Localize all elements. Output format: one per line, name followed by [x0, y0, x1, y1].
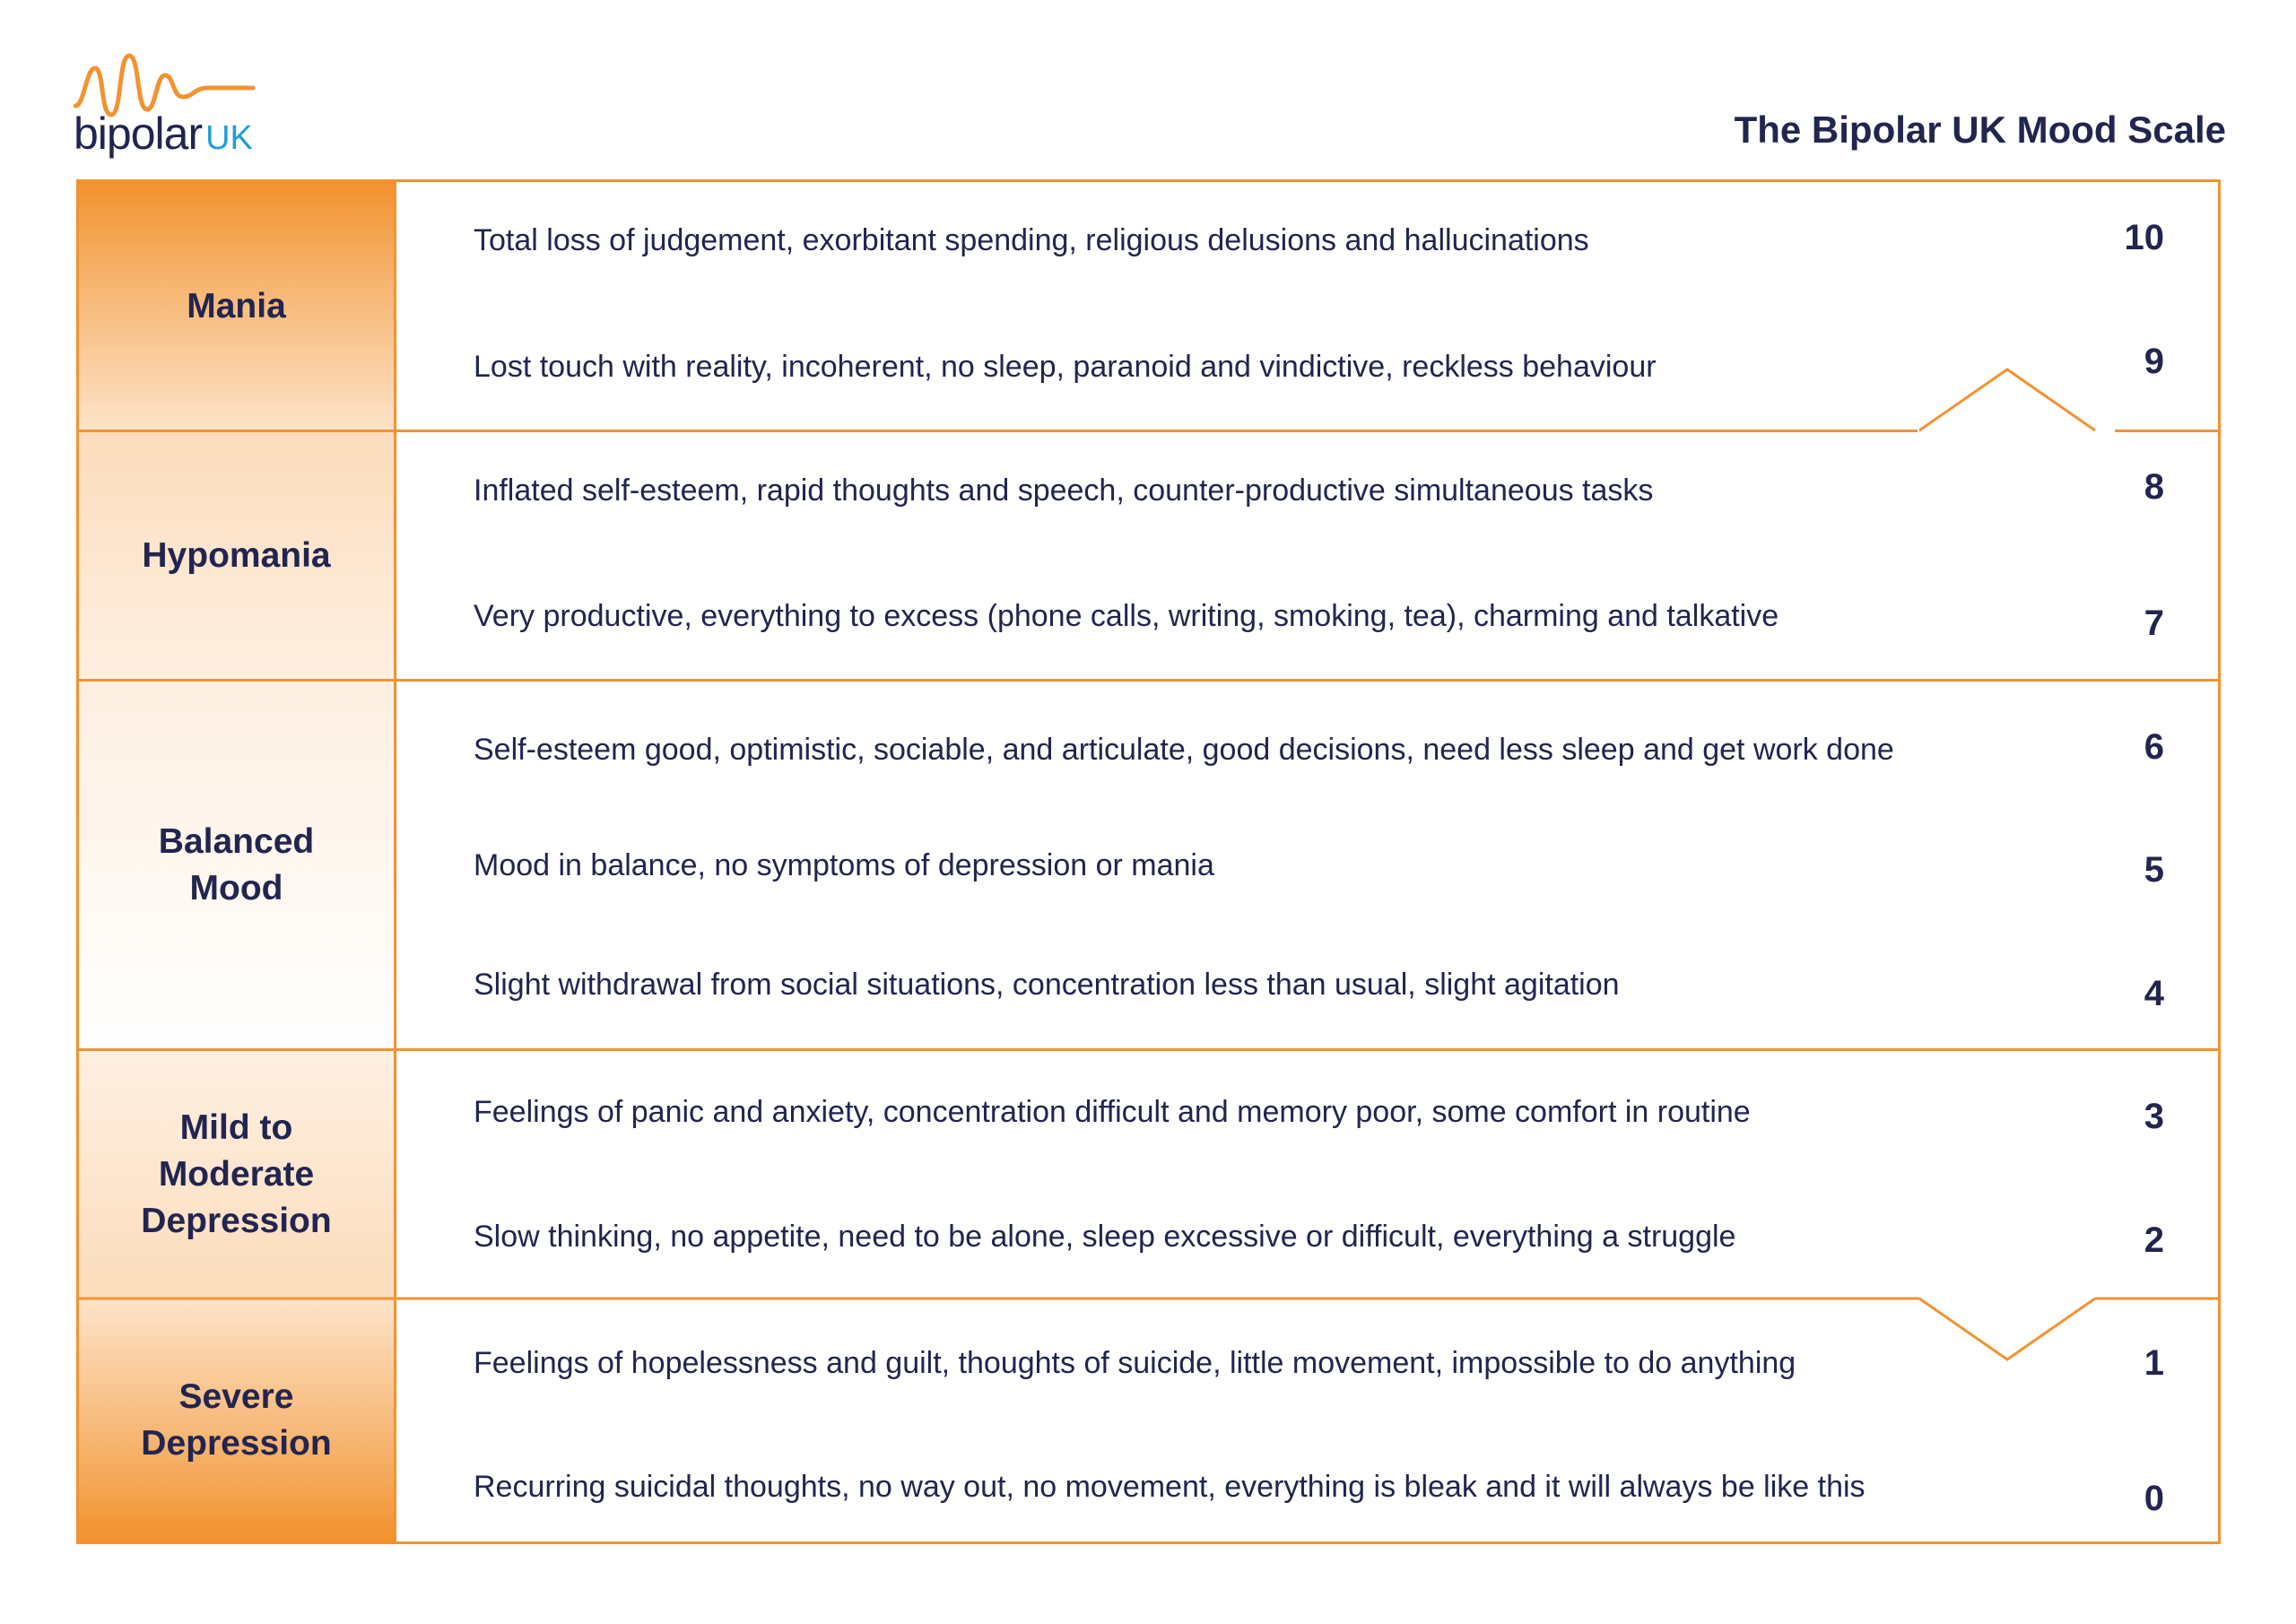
logo-wordmark: [74, 108, 253, 160]
row-score: 8: [2144, 467, 2164, 507]
bipolar-uk-logo: [74, 50, 271, 167]
row-score: 4: [2144, 974, 2164, 1013]
row-score: 0: [2144, 1479, 2164, 1518]
row-score: 2: [2144, 1220, 2164, 1260]
row-score: 3: [2144, 1097, 2164, 1136]
row-score: 9: [2144, 342, 2164, 381]
row-score: 5: [2144, 850, 2164, 890]
band-label: Mild to Moderate Depression: [79, 1050, 396, 1299]
band-label: Balanced Mood: [79, 681, 396, 1050]
row-description: Recurring suicidal thoughts, no way out, no movement, everything is bleak and it will always be like this: [474, 1470, 1866, 1504]
row-score: 1: [2144, 1343, 2164, 1383]
band-label: Mania: [79, 182, 396, 431]
page-title: The Bipolar UK Mood Scale: [1734, 109, 2226, 151]
row-score: 6: [2144, 727, 2164, 767]
row-score: 7: [2144, 604, 2164, 643]
row-description: Feelings of panic and anxiety, concentration difficult and memory poor, some comfort in routine: [474, 1095, 1751, 1129]
band-label: Severe Depression: [79, 1299, 396, 1541]
row-description: Slow thinking, no appetite, need to be alone, sleep excessive or difficult, everything a struggle: [474, 1220, 1736, 1254]
logo-text: bipolar: [74, 109, 203, 159]
row-description: Self-esteem good, optimistic, sociable, and articulate, good decisions, need less sleep and get work done: [474, 733, 1894, 767]
row-description: Inflated self-esteem, rapid thoughts and speech, counter-productive simultaneous tasks: [474, 473, 1654, 508]
row-description: Very productive, everything to excess (phone calls, writing, smoking, tea), charming and talkative: [474, 599, 1779, 633]
mood-scale-table: [76, 179, 2221, 1544]
row-description: Feelings of hopelessness and guilt, thoughts of suicide, little movement, impossible to do anything: [474, 1346, 1796, 1380]
row-description: Slight withdrawal from social situations, concentration less than usual, slight agitation: [474, 968, 1620, 1002]
row-description: Mood in balance, no symptoms of depression or mania: [474, 848, 1214, 882]
row-description: Total loss of judgement, exorbitant spending, religious delusions and hallucinations: [474, 223, 1589, 257]
band-label: Hypomania: [79, 431, 396, 681]
logo-suffix: UK: [205, 119, 253, 157]
row-score: 10: [2124, 218, 2164, 257]
row-description: Lost touch with reality, incoherent, no sleep, paranoid and vindictive, reckless behaviour: [474, 350, 1657, 384]
